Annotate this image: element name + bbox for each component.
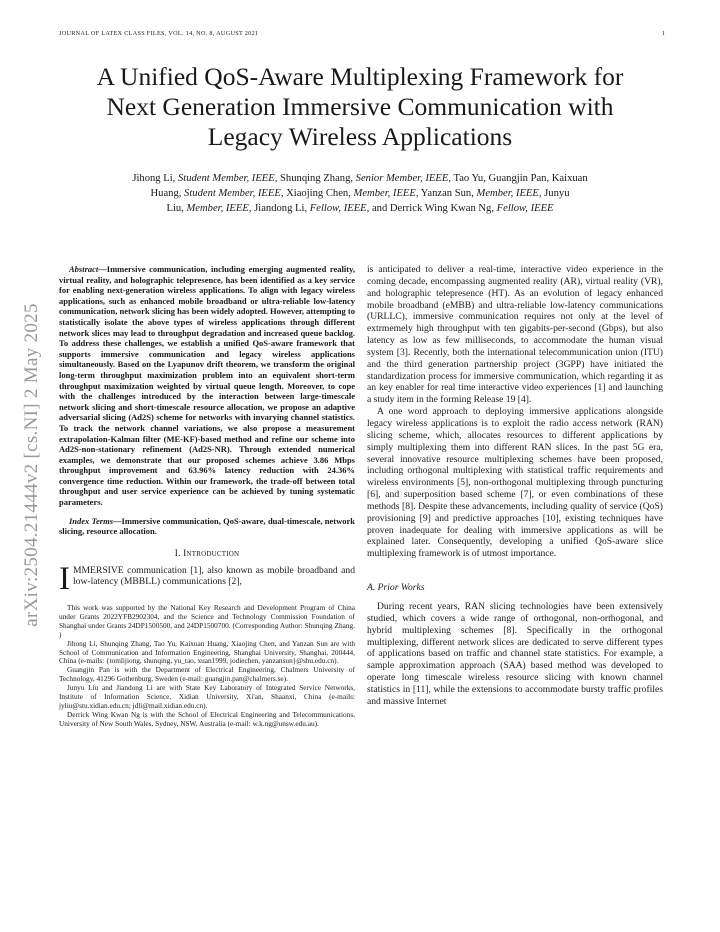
subsection-heading: A. Prior Works [367, 582, 425, 594]
footnote-affiliation: Jihong Li, Shunqing Zhang, Tao Yu, Kaixuan Huang, Xiaojing Chen, and Yanzan Sun are with School of Communication and Information Engineering, Shanghai University, Shanghai, 200444, China (e-mails: {tomlijiong, shunqing, yu_tao, xuan1999, jodiechen, yanzansun}@shu.edu.cn). [59, 638, 355, 666]
section-title: Introduction [183, 548, 240, 559]
footnote-affiliation: Junyu Liu and Jiandong Li are with State Key Laboratory of Integrated Service Networks, Institute of Information Science, Xidian University, Xi'an, Shaanxi, China (e-mails: jyliu@stu.xidian.edu.cn; jdli@mail.xidian.edu.cn). [59, 683, 355, 710]
author-membership: Member, IEEE, [353, 187, 419, 199]
author-name: and Derrick Wing Kwan Ng, [369, 202, 497, 214]
author-line [90, 187, 630, 202]
author-name: Jiandong Li, [251, 202, 310, 214]
index-terms [59, 516, 355, 537]
footnote-affiliation: Derrick Wing Kwan Ng is with the School of Electrical Engineering and Telecommunications, University of New South Wales, Sydney, NSW, Australia (e-mail: w.k.ng@unsw.edu.au). [59, 709, 355, 728]
running-header: JOURNAL OF LATEX CLASS FILES, VOL. 14, NO. 8, AUGUST 2021 [59, 30, 259, 37]
footnote-affiliation: Guangjin Pan is with the Department of Electrical Engineering, Chalmers University of Technology, 41296 Gothenburg, Sweden (e-mail: guangjin.pan@chalmers.se). [59, 665, 355, 684]
paper-title [40, 62, 680, 152]
author-membership: Student Member, IEEE, [177, 173, 278, 184]
author-membership: Member, IEEE, [476, 187, 542, 199]
author-name: Huang, [150, 187, 185, 199]
body-paragraph: A one word approach to deploying immersive applications alongside legacy wireless applications is to exploit the radio access network (RAN) slicing scheme, which, allocates resources to different applications by simply multiplexing them into different RAN slices. In the past 5G era, several innovative resource multiplexing schemes have been proposed, including orthogonal multiplexing with statistical traffic requirements and wireless environments [5], non-orthogonal multiplexing through puncturing [6], and superposition based scheme [7], or even combinations of these methods [8]. Despite these advancements, including quality of service (QoS) provisioning [9] and predictive approaches [10], existing techniques have proven inadequate for dealing with immersive applications as will be explained later. Consequently, developing a unified QoS-aware slice multiplexing framework is of utmost importance. [367, 406, 663, 560]
page-number: 1 [661, 30, 665, 37]
author-membership: Fellow, IEEE, [309, 202, 370, 214]
author-name: Jihong Li, [132, 173, 178, 184]
intro-first-word: MMERSIVE [73, 564, 124, 576]
intro-paragraph [59, 560, 355, 597]
drop-cap: I [59, 560, 70, 597]
title-line: Legacy Wireless Applications [207, 122, 513, 151]
body-paragraph: During recent years, RAN slicing technologies have been extensively studied, which covers a wide range of orthogonal, non-orthogonal, and hybrid multiplexing schemes [8]. Specifically in the orthogonal multiplexing, different network slices are dedicated to serve different types of applications based on traffic and channel state statistics. For example, a sample approximation approach (SAA) based method was developed to operate long timescale wireless resource slicing with known channel statistics in [11], while the extensions to accommodate bursty traffic profiles and massive Internet [367, 601, 663, 707]
abstract-text: —Immersive communication, including emerging augmented reality, virtual reality, and holographic telepresence, has been identified as a key service for enabling next-generation wireless applications. To align with legacy wireless applications, such as enhanced mobile broadband or ultra-reliable low-latency communication, network slicing has been widely adopted. However, attempting to statistically isolate the above types of wireless applications through different network slices may lead to throughput degradation and increased queue backlog. To address these challenges, we establish a unified QoS-aware framework that supports immersive communication and legacy wireless applications simultaneously. Based on the Lyapunov drift theorem, we transform the original long-term throughput maximization problem into an equivalent short-term throughput maximization weighted by virtual queue length. Moreover, to cope with the challenges introduced by the interaction between large-timescale network slicing and short-timescale resource allocation, we propose an adaptive adversarial slicing (Ad2S) scheme for networks with invarying channel statistics. To track the network channel variations, we also propose a measurement extrapolation-Kalman filter (ME-KF)-based method and refine our scheme into Ad2S-non-stationary refinement (Ad2S-NR). Through extended numerical examples, we demonstrate that our proposed schemes achieve 3.86 Mbps throughput improvement and 63.96% latency reduction with 24.36% convergence time reduction. Within our framework, the trade-off between total throughput and user service experience can be achieved by tuning systematic parameters. [59, 264, 355, 508]
abstract [59, 264, 355, 508]
abstract-label: Abstract [69, 264, 99, 274]
author-membership: Fellow, IEEE [496, 202, 554, 214]
left-column [59, 264, 355, 729]
author-name: Xiaojing Chen, [283, 187, 354, 199]
author-name: Junyu [541, 187, 570, 199]
index-terms-text: —Immersive communication, QoS-aware, dual-timescale, network slicing, resource allocation. [59, 515, 355, 537]
right-column [367, 264, 663, 708]
arxiv-identifier: arXiv:2504.21444v2 [cs.NI] 2 May 2025 [21, 303, 42, 627]
footnotes [59, 604, 355, 729]
author-name: Tao Yu, Guangjin Pan, Kaixuan [451, 173, 588, 184]
section-number: I. [174, 548, 181, 559]
author-line [90, 172, 630, 187]
title-line: Next Generation Immersive Communication with [106, 92, 614, 121]
author-list [90, 172, 630, 216]
intro-text: communication [1], also known as mobile broadband and low-latency (MBBLL) communications [2], [73, 564, 355, 588]
author-name: Liu, [166, 202, 187, 214]
body-paragraph: is anticipated to deliver a real-time, interactive video experience in the coming decade, encompassing augmented reality (AR), virtual reality (VR), and holographic telepresence (HT). As an evolution of legacy enhanced mobile broadband (eMBB) and ultra-reliable low-latency communications (URLLC), immersive communication requires not only at the level of extrmemely high throughput with ten gigabits-per-second (Gbps), but also latency as low as few milliseconds, to accommodate the human visual system [3]. Recently, both the international telecommunication union (ITU) and the third generation partnership project (3GPP) have initiated the standardization process for immersive communication, which regarding it as an key enabler for real time interactive video experiences [1] and launching a study item in the forming Release 19 [4]. [367, 264, 663, 406]
title-line: A Unified QoS-Aware Multiplexing Framework for [96, 62, 624, 91]
index-terms-label: Index Terms [69, 515, 114, 526]
author-line [90, 202, 630, 217]
author-membership: Student Member, IEEE, [184, 187, 284, 199]
author-membership: Member, IEEE, [186, 202, 252, 214]
footnote-funding: This work was supported by the National Key Research and Development Program of China under Grants 2022YFB2902304, and the Science and Technology Commission Foundation of Shanghai under Grants 24DP1500500, and 24DP1500700. (Corresponding Author: Shunqing Zhang. ) [59, 603, 355, 639]
author-membership: Senior Member, IEEE, [355, 173, 451, 184]
author-name: Shunqing Zhang, [277, 173, 356, 184]
section-heading [59, 549, 355, 559]
author-name: Yanzan Sun, [418, 187, 477, 199]
